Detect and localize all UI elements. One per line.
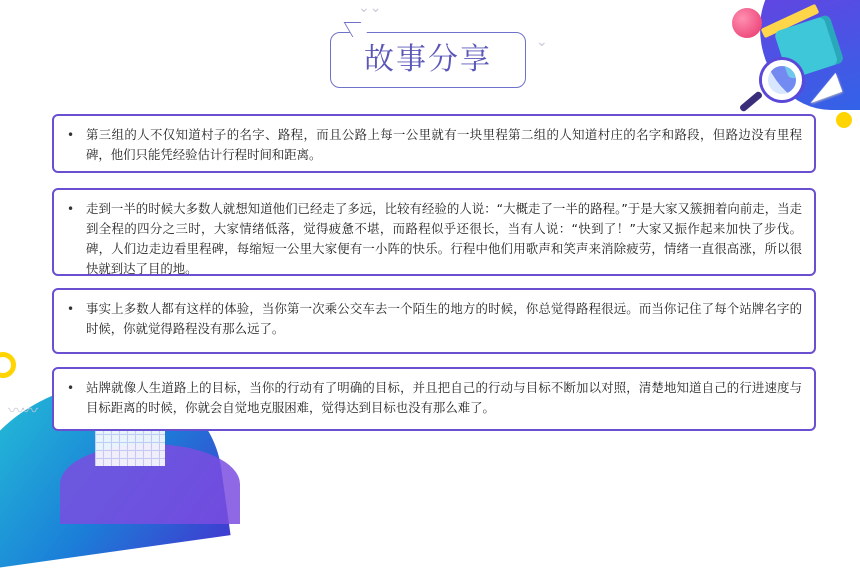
story-card: [52, 114, 816, 173]
decorative-ring-icon: [0, 352, 16, 378]
decorative-dot-icon: [836, 112, 852, 128]
title-callout: [330, 32, 526, 90]
decorative-zigzag-icon: 〰〰: [8, 401, 37, 420]
bullet-icon: •: [67, 202, 75, 216]
magnifier-handle: [739, 90, 763, 112]
bullet-icon: •: [67, 381, 75, 395]
bullet-icon: •: [67, 302, 75, 316]
bullet-icon: •: [67, 128, 75, 142]
story-card: [52, 188, 816, 276]
story-paragraph: 走到一半的时候大多数人就想知道他们已经走了多远，比较有经验的人说：“大概走了一半的路程。”于是大家又簇拥着向前走，当走到全程的四分之三时，大家情绪低落，觉得疲惫不堪，而路程似乎还很长，当有人说：“快到了！”大家又振作起来加快了步伐。碑，人们边走边看里程碑，每缩短一公里大家便有一小阵的快乐。行程中他们用歌声和笑声来消除疲劳，情绪一直很高涨，所以很快就到达了目的地。: [86, 201, 802, 276]
story-paragraph: 第三组的人不仅知道村子的名字、路程，而且公路上每一公里就有一块里程第二组的人知道村庄的名字和路段，但路边没有里程碑，他们只能凭经验估计行程时间和距离。: [86, 127, 802, 162]
decorative-ball-icon: [732, 8, 762, 38]
story-paragraph: 站牌就像人生道路上的目标，当你的行动有了明确的目标，并且把自己的行动与目标不断加以对照，清楚地知道自己的行进速度与目标距离的时候，你就会自觉地克服困难，觉得达到目标也没有那么难了。: [86, 380, 802, 415]
decorative-arrow-icon: ⌄⌄: [358, 0, 382, 16]
story-card: [52, 288, 816, 354]
decorative-arrow-icon: ⌄: [536, 34, 548, 50]
story-paragraph: 事实上多数人都有这样的体验，当你第一次乘公交车去一个陌生的地方的时候，你总觉得路程很远。而当你记住了每个站牌名字的时候，你就觉得路程没有那么远了。: [86, 301, 802, 336]
story-card: [52, 367, 816, 431]
page-title: 故事分享: [364, 42, 492, 77]
magnifier-icon: [762, 60, 802, 100]
